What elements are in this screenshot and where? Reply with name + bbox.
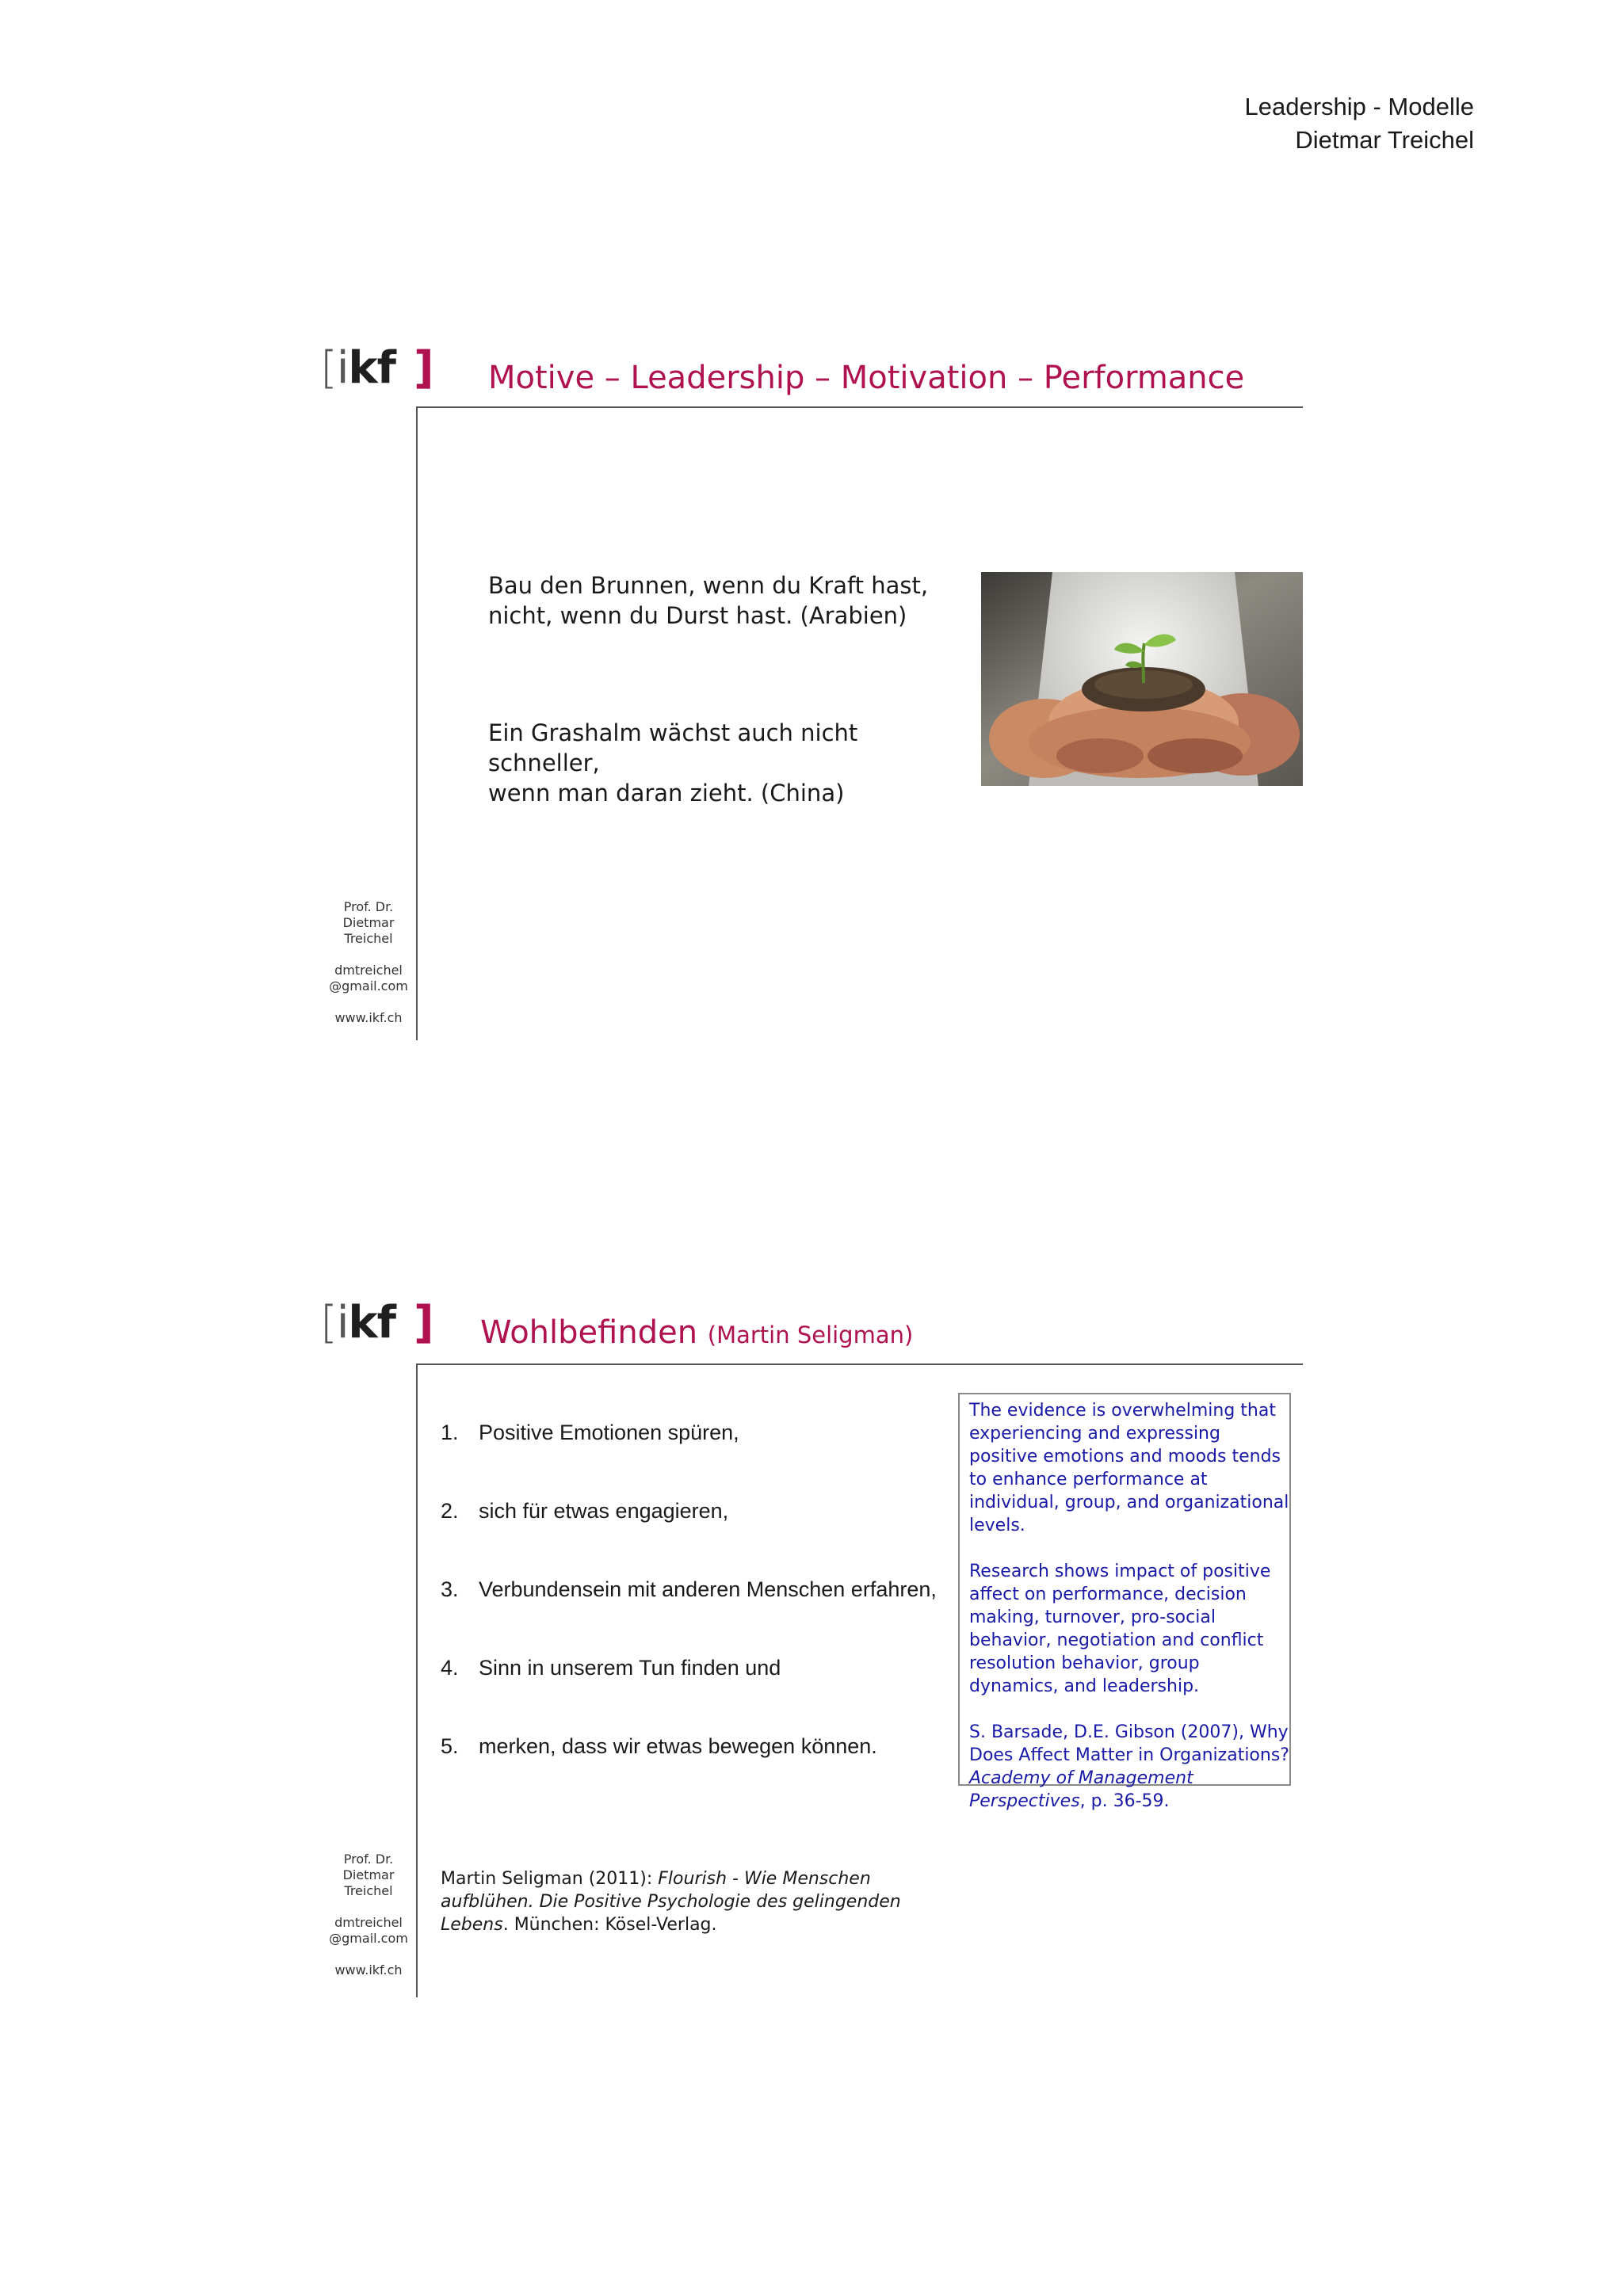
evidence-paragraph: The evidence is overwhelming that experiencing and expressing positive emotions and moods tends to enhance performance at individual, group, and organizational levels.: [969, 1401, 1289, 1535]
quote-line: Ein Grashalm wächst auch nicht schneller,: [488, 719, 858, 776]
quote-line: nicht, wenn du Durst hast. (Arabien): [488, 602, 907, 629]
author-title: Prof. Dr.: [343, 899, 394, 914]
list-number: 1.: [441, 1421, 459, 1444]
logo-letters-kf: kf: [348, 342, 396, 394]
wellbeing-list: [441, 1421, 937, 1813]
hands-holding-seedling-photo: [981, 572, 1303, 786]
reference-publisher: . München: Kösel-Verlag.: [502, 1915, 717, 1935]
list-number: 5.: [441, 1734, 459, 1758]
email-domain: @gmail.com: [329, 1931, 408, 1946]
evidence-box: [958, 1393, 1291, 1811]
logo-bracket-open: [: [320, 342, 337, 394]
list-text: Sinn in unserem Tun finden und: [479, 1656, 781, 1680]
side-divider: [416, 406, 418, 1040]
reference-author: Martin Seligman (2011):: [441, 1869, 659, 1889]
logo-letters-kf: kf: [348, 1297, 396, 1348]
page-header: [1244, 90, 1474, 157]
slide-title: Motive – Leadership – Motivation – Performance: [488, 360, 1245, 396]
quote-arabia: [488, 570, 964, 631]
author-first-name: Dietmar: [342, 1867, 395, 1882]
book-reference: [441, 1867, 948, 1936]
list-text: sich für etwas engagieren,: [479, 1499, 729, 1523]
email-domain: @gmail.com: [329, 978, 408, 994]
logo-bracket-open: [: [320, 1297, 337, 1348]
title-divider: [417, 406, 1303, 408]
title-divider: [417, 1363, 1303, 1365]
quote-line: Bau den Brunnen, wenn du Kraft hast,: [488, 572, 929, 599]
quote-line: wenn man daran zieht. (China): [488, 780, 845, 807]
list-item: [441, 1577, 937, 1656]
list-item: [441, 1421, 937, 1499]
logo-letter-i: i: [336, 1297, 349, 1348]
website-link[interactable]: www.ikf.ch: [334, 1010, 403, 1025]
slide-title-main: Wohlbefinden: [480, 1314, 698, 1351]
research-paragraph: Research shows impact of positive affect on performance, decision making, turnover, pro-social behavior, negotiation and conflict resolution behavior, group dynamics, and leadership.: [969, 1562, 1271, 1696]
citation: [969, 1721, 1289, 1813]
side-divider: [416, 1363, 418, 1997]
logo-letter-i: i: [336, 342, 349, 394]
ikf-logo: [320, 341, 433, 396]
author-first-name: Dietmar: [342, 915, 395, 930]
list-item: [441, 1656, 937, 1734]
list-number: 4.: [441, 1656, 459, 1680]
slide-wohlbefinden: [0, 1287, 1623, 2000]
quote-china: [488, 718, 964, 808]
citation-journal: Academy of Management Perspectives: [969, 1768, 1193, 1811]
list-item: [441, 1499, 937, 1577]
slide-motive-leadership: [0, 333, 1623, 1046]
author-last-name: Treichel: [344, 931, 393, 946]
author-last-name: Treichel: [344, 1883, 393, 1898]
list-text: merken, dass wir etwas bewegen können.: [479, 1734, 877, 1758]
logo-bracket-close: ]: [414, 342, 433, 394]
slide-title: [480, 1314, 913, 1351]
slide-subtitle: (Martin Seligman): [707, 1322, 914, 1348]
list-item: [441, 1734, 937, 1813]
ikf-logo: [320, 1295, 433, 1351]
reference-title: Flourish - Wie Menschen aufblühen. Die Positive Psychologie des gelingenden Lebens: [441, 1869, 901, 1935]
list-text: Verbundensein mit anderen Menschen erfahren,: [479, 1577, 937, 1601]
website-link[interactable]: www.ikf.ch: [334, 1962, 403, 1978]
author-title: Prof. Dr.: [343, 1852, 394, 1867]
header-title: Leadership - Modelle: [1244, 93, 1474, 120]
logo-bracket-close: ]: [414, 1297, 433, 1348]
email-user: dmtreichel: [334, 1915, 403, 1930]
list-number: 3.: [441, 1577, 459, 1601]
header-author: Dietmar Treichel: [1295, 126, 1474, 154]
citation-authors: S. Barsade, D.E. Gibson (2007), Why Does Affect Matter in Organizations?: [969, 1722, 1289, 1765]
list-text: Positive Emotionen spüren,: [479, 1421, 739, 1444]
seedling-image-icon: [981, 572, 1303, 786]
email-user: dmtreichel: [334, 963, 403, 978]
list-number: 2.: [441, 1499, 459, 1523]
author-info: [325, 1852, 412, 1994]
citation-pages: , p. 36-59.: [1079, 1791, 1170, 1811]
author-info: [325, 899, 412, 1042]
